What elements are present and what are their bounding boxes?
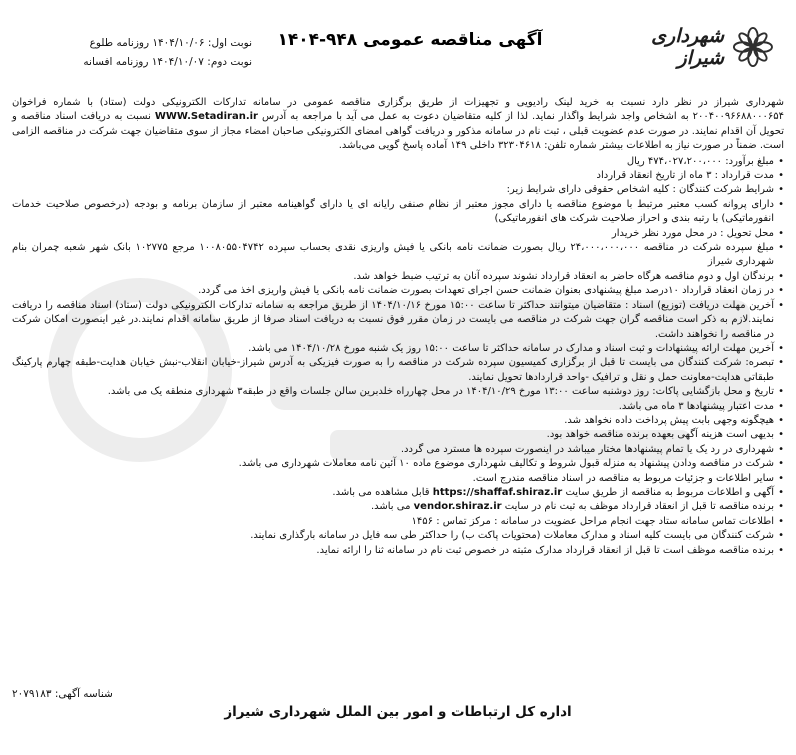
condition-item: • بدیهی است هزینه آگهی بعهده برنده مناقصه خواهد بود.	[12, 428, 784, 442]
condition-item: • در زمان انعقاد قرارداد ۱۰درصد مبلغ پیشنهادی بعنوان ضمانت حسن اجرای تعهدات بصورت ضمانت نامه بانکی یا فیش واریزی اخذ می گردد.	[12, 284, 784, 298]
condition-item: • شرکت کنندگان می بایست کلیه اسناد و مدارک معاملات (محتویات پاکت ب) را حداکثر طی سه فایل در سامانه بارگذاری نمایند.	[12, 529, 784, 543]
flower-emblem-icon	[732, 25, 774, 69]
link-item-before: برنده مناقصه تا قبل از انعقاد قرارداد موظف به ثبت نام در سایت	[504, 501, 774, 513]
condition-item: • محل تحویل : در محل مورد نظر خریدار	[12, 227, 784, 241]
condition-item: • آخرین مهلت دریافت (توزیع) اسناد : متقاضیان میتوانند حداکثر تا ساعت ۱۵:۰۰ مورخ ۱۴۰۴/۱۰/۱۶ از طریق مراجعه به سامانه تدارکات الکترونیکی دولت (ستاد) اسناد مناقصه را دریافت نمایند.لازم به ذکر است مناقصه گران جهت شرکت در مناقصه می بایست در زمان مقرر فوق نسبت به دریافت اسناد صرفا از طریق سامانه اقدام نمایند.در غیر اینصورت امکان شرکت در مناقصه را نخواهند داشت.	[12, 299, 784, 342]
condition-item: • مدت اعتبار پیشنهادها ۳ ماه می باشد.	[12, 400, 784, 414]
intro-paragraph	[12, 96, 784, 154]
ad-id: شناسه آگهی: ۲۰۷۹۱۸۳	[12, 688, 113, 700]
conditions-list	[12, 155, 784, 558]
logo-text: شهرداری شیراز	[651, 25, 725, 69]
intro-text-part2: نسبت به دریافت اسناد مناقصه و تحویل آن اقدام نمایند. در صورت عدم عضویت قبلی ، ثبت نام در سامانه مذکور و دریافت گواهی امضای الکترونیکی صاحبان امضاء مجاز از سوی متقاضیان جهت شرکت در مناقصه الزامی است. ضمناً در صورت نیاز به اطلاعات بیشتر شماره تلفن: ۳۲۳۰۴۶۱۸ داخلی ۱۴۹ آماده پاسخ گویی می‌باشد.	[12, 111, 784, 152]
intro-text-part1: شهرداری شیراز در نظر دارد نسبت به خرید لینک رادیویی و تجهیزات از طریق برگزاری مناقصه عمومی در سامانه تدارکات الکترونیکی دولت (ستاد) با شماره فراخوان ۲۰۰۴۰۰۹۶۶۸۸۰۰۰۶۵۴ به اشخاص واجد شرایط واگذار نماید. لذا از کلیه متقاضیان دعوت به عمل می آید با مراجعه به آدرس	[12, 97, 784, 123]
signature-line: اداره کل ارتباطات و امور بین الملل شهرداری شیراز	[224, 704, 572, 720]
notice-body	[12, 96, 784, 558]
condition-item: • مبلغ سپرده شرکت در مناقصه ۲۴،۰۰۰،۰۰۰،۰۰۰ ریال بصورت ضمانت نامه بانکی یا فیش واریزی نقدی بحساب سپرده ۱۰۰۸۰۵۵۰۴۷۴۲ مرجع ۱۰۲۷۷۵ بانک شهر شعبه چمران بنام شهرداری شیراز	[12, 241, 784, 270]
condition-item-link	[12, 500, 784, 514]
setadiran-link[interactable]: WWW.Setadiran.ir	[154, 111, 258, 123]
link-item-after: قابل مشاهده می باشد.	[332, 486, 430, 498]
publication-second: نوبت دوم: ۱۴۰۴/۱۰/۰۷ روزنامه افسانه	[83, 56, 252, 68]
shiraz-municipality-logo	[604, 22, 774, 72]
notice-header	[0, 0, 796, 92]
condition-item: • شهرداری در رد یک یا تمام پیشنهادها مختار میباشد در اینصورت سپرده ها مسترد می گردد.	[12, 443, 784, 457]
condition-item: • مدت قرارداد : ۳ ماه از تاریخ انعقاد قرارداد	[12, 169, 784, 183]
condition-item: • سایر اطلاعات و جزئیات مربوط به مناقصه در اسناد مناقصه مندرج است.	[12, 472, 784, 486]
condition-item: • شرکت در مناقصه ودادن پیشنهاد به منزله قبول شروط و تکالیف شهرداری موضوع ماده ۱۰ آئین نامه معاملات شهرداری می باشد.	[12, 457, 784, 471]
link-item-before: آگهی و اطلاعات مربوط به مناقصه از طریق سایت	[565, 486, 774, 498]
condition-item: • تاریخ و محل بازگشایی پاکات: روز دوشنبه ساعت ۱۳:۰۰ مورخ ۱۴۰۴/۱۰/۲۹ در محل چهارراه خلدبرین سالن جلسات واقع در طبقه۳ شهرداری منطقه یک می باشد.	[12, 385, 784, 399]
condition-item-link	[12, 486, 784, 500]
vendor-link[interactable]: vendor.shiraz.ir	[413, 501, 502, 513]
condition-item: • تبصره: شرکت کنندگان می بایست تا قبل از برگزاری کمیسیون سپرده شرکت در مناقصه را به صورت فیزیکی به آدرس شیراز-خیابان انقلاب-نبش خیابان هدایت-طبقه چهارم پارکینگ طبقاتی هدایت-معاونت حمل و نقل و ترافیک -واحد قراردادها تحویل نمایند.	[12, 356, 784, 385]
link-item-after: می باشد.	[370, 501, 411, 513]
condition-item: • شرایط شرکت کنندگان : کلیه اشخاص حقوقی دارای شرایط زیر:	[12, 183, 784, 197]
publication-first: نوبت اول: ۱۴۰۴/۱۰/۰۶ روزنامه طلوع	[89, 37, 252, 49]
shaffaf-link[interactable]: https://shaffaf.shiraz.ir	[432, 486, 563, 498]
condition-item: • هیچگونه وجهی بابت پیش پرداخت داده نخواهد شد.	[12, 414, 784, 428]
publication-info	[12, 34, 252, 72]
condition-item: • برنده مناقصه موظف است تا قبل از انعقاد قرارداد مدارک مثبته در خصوص ثبت نام در سامانه ثنا را ارائه نماید.	[12, 544, 784, 558]
condition-item: • آخرین مهلت ارائه پیشنهادات و ثبت اسناد و مدارک در سامانه حداکثر تا ساعت ۱۵:۰۰ روز یک شنبه مورخ ۱۴۰۴/۱۰/۲۸ می باشد.	[12, 342, 784, 356]
condition-item: • اطلاعات تماس سامانه ستاد جهت انجام مراحل عضویت در سامانه : مرکز تماس : ۱۴۵۶	[12, 515, 784, 529]
notice-title: آگهی مناقصه عمومی ۹۴۸-۱۴۰۴	[277, 30, 543, 50]
condition-item: • مبلغ برآورد: ۴۷۴،۰۲۷،۲۰۰،۰۰۰ ریال	[12, 155, 784, 169]
condition-item: • برندگان اول و دوم مناقصه هرگاه حاضر به انعقاد قرارداد نشوند سپرده آنان به ترتیب ضبط خواهد شد.	[12, 270, 784, 284]
condition-item: • دارای پروانه کسب معتبر مرتبط با موضوع مناقصه یا دارای مجوز معتبر از نظام صنفی رایانه ای یا دارای گواهینامه معتبر از سازمان برنامه و بودجه (درخصوص صلاحیت خدمات انفورماتیکی) با رتبه بندی و احراز صلاحیت شرکت های انفورماتیکی)	[12, 198, 784, 227]
